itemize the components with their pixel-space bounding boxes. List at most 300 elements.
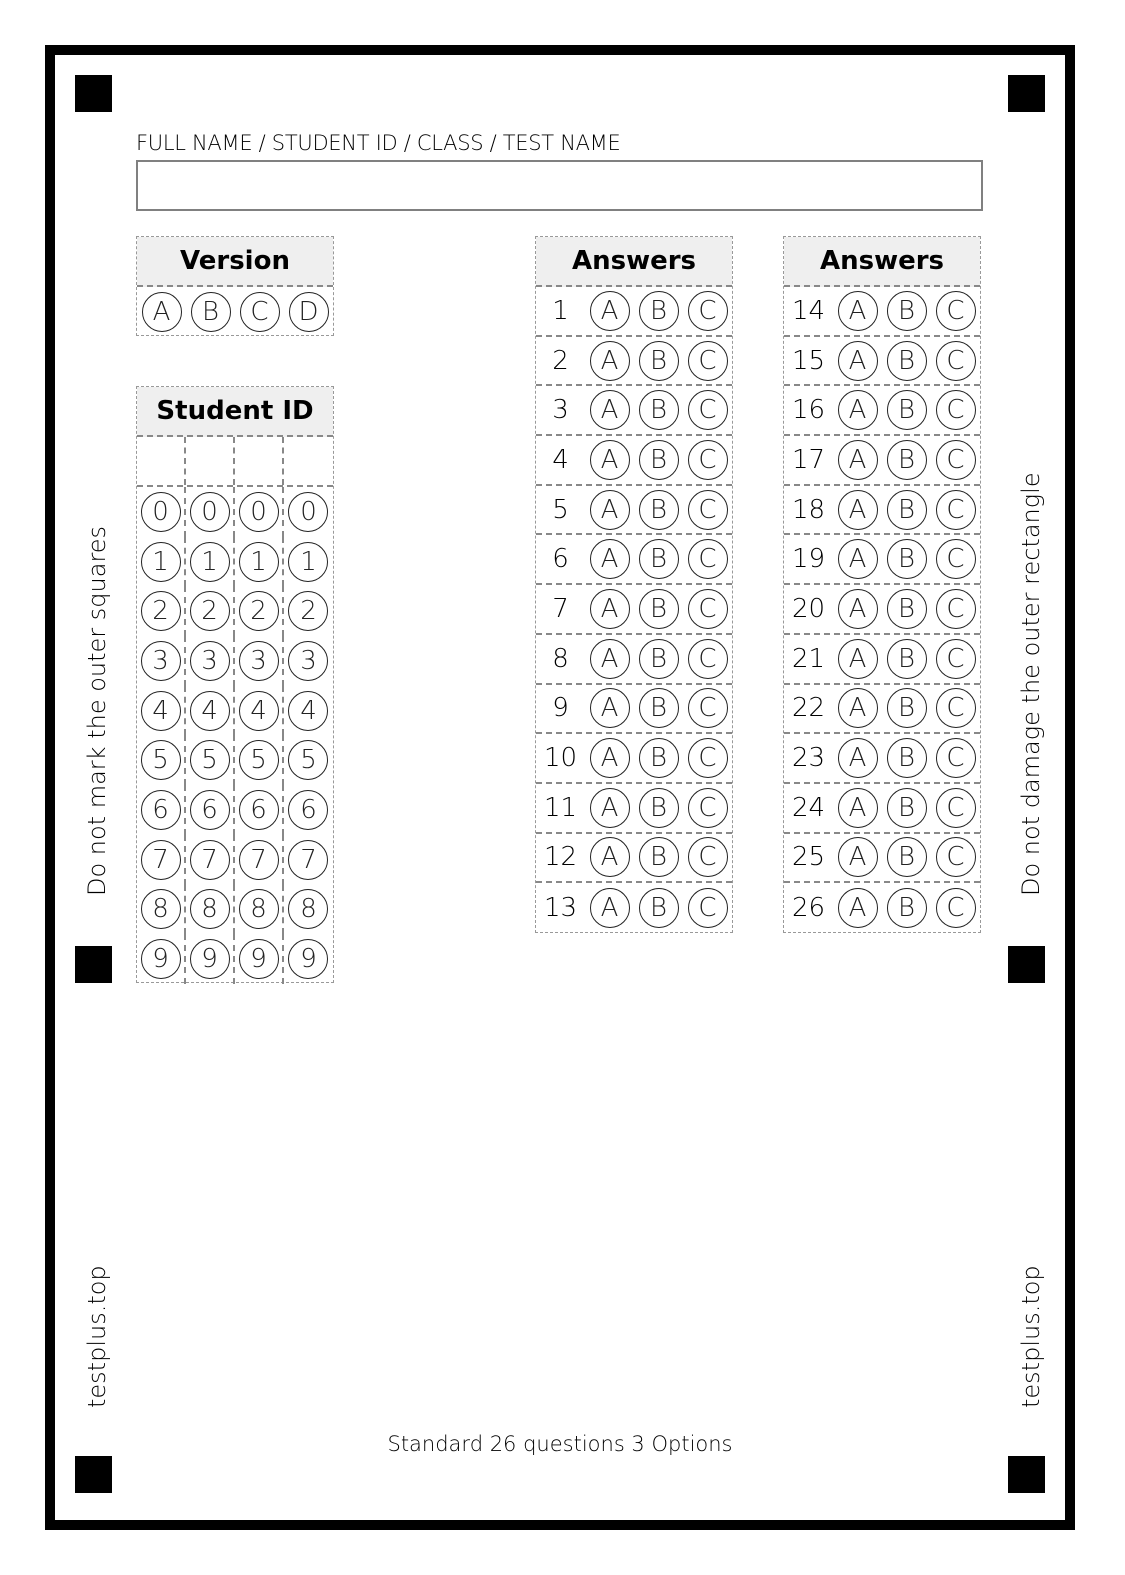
question-number: 24 xyxy=(791,792,826,823)
question-row xyxy=(536,883,732,933)
bubble-cell xyxy=(634,834,683,882)
brand-left: testplus.top xyxy=(83,1265,111,1408)
answer-bubble-c[interactable]: C xyxy=(688,888,728,928)
answer-bubble-c[interactable]: C xyxy=(688,738,728,778)
student-id-write-box[interactable] xyxy=(284,437,333,485)
student-id-write-box[interactable] xyxy=(186,437,235,485)
bubble-cell xyxy=(833,734,882,782)
student-id-bubble[interactable]: 7 xyxy=(190,840,230,880)
student-id-digit-row xyxy=(137,934,333,984)
student-id-bubble[interactable]: 5 xyxy=(239,740,279,780)
question-number: 22 xyxy=(791,693,826,724)
question-row xyxy=(784,436,980,486)
answer-bubble-c[interactable]: C xyxy=(688,490,728,530)
student-id-bubble[interactable]: 2 xyxy=(288,591,328,631)
student-id-write-box[interactable] xyxy=(137,437,186,485)
question-number: 25 xyxy=(791,842,826,873)
student-id-bubble[interactable]: 2 xyxy=(190,591,230,631)
answer-bubble-c[interactable]: C xyxy=(936,788,976,828)
student-id-bubble[interactable]: 4 xyxy=(141,691,181,731)
question-row xyxy=(536,585,732,635)
answer-bubble-a[interactable]: A xyxy=(590,390,630,430)
question-number: 8 xyxy=(552,643,569,674)
question-row xyxy=(536,784,732,834)
answer-bubble-a[interactable]: A xyxy=(838,788,878,828)
bubble-cell xyxy=(186,537,235,587)
answer-bubble-b[interactable]: B xyxy=(887,738,927,778)
student-id-bubble[interactable]: 9 xyxy=(288,939,328,979)
question-number: 4 xyxy=(552,444,569,475)
bubble-cell xyxy=(137,287,186,337)
question-row xyxy=(784,635,980,685)
bubble-cell xyxy=(186,636,235,686)
bubble-cell xyxy=(137,735,186,785)
question-number: 23 xyxy=(791,743,826,774)
bubble-cell xyxy=(634,436,683,484)
question-row xyxy=(784,585,980,635)
bubble-cell xyxy=(137,934,186,984)
question-row xyxy=(784,883,980,933)
student-id-bubble[interactable]: 7 xyxy=(141,840,181,880)
bubble-cell xyxy=(833,784,882,832)
version-title: Version xyxy=(137,237,333,287)
answer-bubble-b[interactable]: B xyxy=(887,837,927,877)
question-row xyxy=(536,287,732,337)
answers-section-1 xyxy=(535,236,733,933)
bubble-cell xyxy=(235,885,284,935)
student-id-digit-row xyxy=(137,785,333,835)
instruction-left: Do not mark the outer squares xyxy=(83,525,111,896)
answer-bubble-c[interactable]: C xyxy=(688,341,728,381)
bubble-cell xyxy=(585,784,634,832)
bubble-cell xyxy=(284,586,333,636)
question-number: 26 xyxy=(791,893,826,924)
bubble-cell xyxy=(284,835,333,885)
question-number: 21 xyxy=(791,643,826,674)
student-id-bubble[interactable]: 1 xyxy=(239,542,279,582)
question-number: 20 xyxy=(791,593,826,624)
version-bubble-d[interactable]: D xyxy=(289,292,329,332)
answer-bubble-b[interactable]: B xyxy=(887,788,927,828)
answer-bubble-c[interactable]: C xyxy=(688,688,728,728)
question-number: 14 xyxy=(791,295,826,326)
bubble-cell xyxy=(137,885,186,935)
question-row xyxy=(536,337,732,387)
bubble-cell xyxy=(833,486,882,534)
answers-title: Answers xyxy=(536,237,732,287)
student-id-bubble[interactable]: 6 xyxy=(141,790,181,830)
answer-bubble-a[interactable]: A xyxy=(590,639,630,679)
answer-bubble-b[interactable]: B xyxy=(887,440,927,480)
question-row xyxy=(536,685,732,735)
answer-bubble-a[interactable]: A xyxy=(838,688,878,728)
student-id-bubble[interactable]: 7 xyxy=(239,840,279,880)
name-field-label: FULL NAME / STUDENT ID / CLASS / TEST NAME xyxy=(136,131,621,155)
bubble-cell xyxy=(137,835,186,885)
bubble-cell xyxy=(585,436,634,484)
bubble-cell xyxy=(634,635,683,683)
bubble-cell xyxy=(284,785,333,835)
answer-bubble-b[interactable]: B xyxy=(639,490,679,530)
answer-bubble-c[interactable]: C xyxy=(936,390,976,430)
bubble-cell xyxy=(931,585,980,633)
student-id-bubble[interactable]: 4 xyxy=(288,691,328,731)
student-id-bubble[interactable]: 2 xyxy=(239,591,279,631)
answer-bubble-b[interactable]: B xyxy=(887,589,927,629)
student-id-bubble[interactable]: 0 xyxy=(190,492,230,532)
student-id-bubble[interactable]: 0 xyxy=(141,492,181,532)
student-id-write-box[interactable] xyxy=(235,437,284,485)
answer-bubble-b[interactable]: B xyxy=(887,639,927,679)
question-number: 19 xyxy=(791,544,826,575)
answers-rows xyxy=(536,287,732,933)
bubble-cell xyxy=(833,287,882,335)
bubble-cell xyxy=(585,734,634,782)
bubble-cell xyxy=(634,585,683,633)
answer-bubble-a[interactable]: A xyxy=(590,888,630,928)
student-id-bubble[interactable]: 6 xyxy=(288,790,328,830)
answer-bubble-a[interactable]: A xyxy=(838,490,878,530)
bubble-cell xyxy=(833,386,882,434)
bubble-cell xyxy=(882,834,931,882)
student-id-bubble[interactable]: 9 xyxy=(239,939,279,979)
bubble-cell xyxy=(284,636,333,686)
student-id-bubble[interactable]: 3 xyxy=(190,641,230,681)
student-id-bubble[interactable]: 9 xyxy=(141,939,181,979)
bubble-cell xyxy=(931,386,980,434)
bubble-cell xyxy=(585,635,634,683)
answer-bubble-c[interactable]: C xyxy=(936,341,976,381)
bubble-cell xyxy=(235,636,284,686)
bubble-cell xyxy=(634,685,683,733)
answer-bubble-c[interactable]: C xyxy=(936,888,976,928)
version-section xyxy=(136,236,334,336)
bubble-cell xyxy=(833,535,882,583)
answer-bubble-a[interactable]: A xyxy=(838,738,878,778)
student-id-digit-row xyxy=(137,885,333,935)
bubble-cell xyxy=(235,934,284,984)
bubble-cell xyxy=(931,834,980,882)
answer-bubble-b[interactable]: B xyxy=(639,291,679,331)
answer-bubble-c[interactable]: C xyxy=(688,837,728,877)
question-number: 15 xyxy=(791,345,826,376)
student-id-digit-row xyxy=(137,636,333,686)
question-row xyxy=(784,287,980,337)
student-id-bubble[interactable]: 1 xyxy=(288,542,328,582)
answer-bubble-c[interactable]: C xyxy=(688,390,728,430)
bubble-cell xyxy=(833,685,882,733)
student-id-bubble[interactable]: 3 xyxy=(239,641,279,681)
version-bubble-a[interactable]: A xyxy=(142,292,182,332)
bubble-cell xyxy=(833,337,882,385)
student-id-bubble[interactable]: 5 xyxy=(141,740,181,780)
student-id-digit-grid xyxy=(137,487,333,984)
student-id-bubble[interactable]: 9 xyxy=(190,939,230,979)
answers-rows xyxy=(784,287,980,933)
bubble-cell xyxy=(931,436,980,484)
answers-title: Answers xyxy=(784,237,980,287)
bubble-cell xyxy=(284,735,333,785)
student-id-bubble[interactable]: 6 xyxy=(239,790,279,830)
answer-bubble-b[interactable]: B xyxy=(639,539,679,579)
bubble-cell xyxy=(683,535,732,583)
question-number: 17 xyxy=(791,444,826,475)
student-id-bubble[interactable]: 1 xyxy=(141,542,181,582)
bubble-cell xyxy=(137,686,186,736)
question-number: 7 xyxy=(552,593,569,624)
student-id-bubble[interactable]: 3 xyxy=(141,641,181,681)
answer-bubble-a[interactable]: A xyxy=(838,440,878,480)
bubble-cell xyxy=(683,883,732,933)
answer-bubble-c[interactable]: C xyxy=(688,788,728,828)
bubble-cell xyxy=(931,883,980,933)
student-id-bubble[interactable]: 4 xyxy=(239,691,279,731)
bubble-cell xyxy=(137,636,186,686)
question-row xyxy=(536,635,732,685)
question-row xyxy=(536,535,732,585)
bubble-cell xyxy=(683,585,732,633)
bubble-cell xyxy=(882,287,931,335)
bubble-cell xyxy=(683,834,732,882)
bubble-cell xyxy=(833,883,882,933)
name-field[interactable] xyxy=(136,160,983,211)
answer-bubble-b[interactable]: B xyxy=(887,490,927,530)
bubble-cell xyxy=(882,734,931,782)
answer-bubble-b[interactable]: B xyxy=(887,390,927,430)
question-row xyxy=(784,386,980,436)
answer-bubble-b[interactable]: B xyxy=(639,390,679,430)
bubble-cell xyxy=(634,535,683,583)
answer-bubble-a[interactable]: A xyxy=(838,639,878,679)
bubble-cell xyxy=(882,585,931,633)
answer-bubble-a[interactable]: A xyxy=(838,539,878,579)
bubble-cell xyxy=(931,287,980,335)
bubble-cell xyxy=(137,487,186,537)
student-id-bubble[interactable]: 8 xyxy=(141,889,181,929)
bubble-cell xyxy=(235,785,284,835)
student-id-bubble[interactable]: 7 xyxy=(288,840,328,880)
bubble-cell xyxy=(235,287,284,337)
bubble-cell xyxy=(833,436,882,484)
corner-marker-top-left xyxy=(75,75,112,112)
answer-bubble-c[interactable]: C xyxy=(688,291,728,331)
corner-marker-middle-right xyxy=(1008,946,1045,983)
answer-bubble-c[interactable]: C xyxy=(936,539,976,579)
bubble-cell xyxy=(186,785,235,835)
answer-bubble-a[interactable]: A xyxy=(590,539,630,579)
bubble-cell xyxy=(882,535,931,583)
answer-bubble-c[interactable]: C xyxy=(936,837,976,877)
answers-section-2 xyxy=(783,236,981,933)
bubble-cell xyxy=(284,686,333,736)
student-id-write-row xyxy=(137,437,333,487)
bubble-cell xyxy=(186,487,235,537)
bubble-cell xyxy=(931,635,980,683)
bubble-cell xyxy=(137,785,186,835)
answer-bubble-a[interactable]: A xyxy=(590,440,630,480)
answer-bubble-a[interactable]: A xyxy=(838,888,878,928)
answer-bubble-a[interactable]: A xyxy=(838,390,878,430)
question-number: 18 xyxy=(791,494,826,525)
bubble-cell xyxy=(683,386,732,434)
answer-bubble-c[interactable]: C xyxy=(936,490,976,530)
bubble-cell xyxy=(634,337,683,385)
student-id-bubble[interactable]: 0 xyxy=(288,492,328,532)
bubble-cell xyxy=(882,883,931,933)
question-number: 12 xyxy=(543,842,578,873)
answer-bubble-c[interactable]: C xyxy=(936,738,976,778)
answer-bubble-b[interactable]: B xyxy=(639,341,679,381)
bubble-cell xyxy=(683,734,732,782)
version-bubble-c[interactable]: C xyxy=(240,292,280,332)
answer-bubble-b[interactable]: B xyxy=(887,539,927,579)
answer-bubble-a[interactable]: A xyxy=(838,291,878,331)
student-id-digit-row xyxy=(137,735,333,785)
answer-bubble-a[interactable]: A xyxy=(838,341,878,381)
question-number: 9 xyxy=(552,693,569,724)
question-row xyxy=(536,436,732,486)
student-id-bubble[interactable]: 6 xyxy=(190,790,230,830)
student-id-bubble[interactable]: 5 xyxy=(288,740,328,780)
student-id-digit-row xyxy=(137,586,333,636)
answer-bubble-b[interactable]: B xyxy=(639,788,679,828)
answer-bubble-c[interactable]: C xyxy=(688,589,728,629)
answer-bubble-c[interactable]: C xyxy=(936,440,976,480)
student-id-bubble[interactable]: 0 xyxy=(239,492,279,532)
bubble-cell xyxy=(235,586,284,636)
bubble-cell xyxy=(585,883,634,933)
question-row xyxy=(536,734,732,784)
bubble-cell xyxy=(585,535,634,583)
corner-marker-middle-left xyxy=(75,946,112,983)
bubble-cell xyxy=(186,885,235,935)
bubble-cell xyxy=(683,436,732,484)
answer-bubble-a[interactable]: A xyxy=(838,837,878,877)
student-id-bubble[interactable]: 1 xyxy=(190,542,230,582)
bubble-cell xyxy=(683,784,732,832)
bubble-cell xyxy=(634,734,683,782)
bubble-cell xyxy=(585,337,634,385)
student-id-bubble[interactable]: 3 xyxy=(288,641,328,681)
question-number: 16 xyxy=(791,395,826,426)
bubble-cell xyxy=(235,487,284,537)
question-row xyxy=(784,834,980,884)
answer-bubble-a[interactable]: A xyxy=(590,490,630,530)
version-bubble-b[interactable]: B xyxy=(191,292,231,332)
bubble-cell xyxy=(931,685,980,733)
question-row xyxy=(784,784,980,834)
question-row xyxy=(784,685,980,735)
question-row xyxy=(536,486,732,536)
answer-bubble-c[interactable]: C xyxy=(936,589,976,629)
question-number: 13 xyxy=(543,893,578,924)
bubble-cell xyxy=(634,784,683,832)
bubble-cell xyxy=(931,535,980,583)
bubble-cell xyxy=(186,735,235,785)
bubble-cell xyxy=(882,784,931,832)
answer-bubble-a[interactable]: A xyxy=(590,738,630,778)
question-row xyxy=(784,337,980,387)
bubble-cell xyxy=(235,735,284,785)
student-id-bubble[interactable]: 2 xyxy=(141,591,181,631)
answer-bubble-b[interactable]: B xyxy=(887,291,927,331)
bubble-cell xyxy=(137,586,186,636)
answer-bubble-b[interactable]: B xyxy=(639,738,679,778)
bubble-cell xyxy=(931,486,980,534)
bubble-cell xyxy=(137,537,186,587)
answer-bubble-b[interactable]: B xyxy=(887,888,927,928)
bubble-cell xyxy=(284,487,333,537)
bubble-cell xyxy=(284,537,333,587)
student-id-bubble[interactable]: 4 xyxy=(190,691,230,731)
bubble-cell xyxy=(931,337,980,385)
answer-bubble-a[interactable]: A xyxy=(838,589,878,629)
bubble-cell xyxy=(235,537,284,587)
corner-marker-bottom-left xyxy=(75,1456,112,1493)
student-id-bubble[interactable]: 8 xyxy=(239,889,279,929)
answer-bubble-c[interactable]: C xyxy=(688,440,728,480)
bubble-cell xyxy=(882,486,931,534)
bubble-cell xyxy=(235,835,284,885)
answer-bubble-a[interactable]: A xyxy=(590,589,630,629)
bubble-cell xyxy=(683,337,732,385)
answer-bubble-c[interactable]: C xyxy=(688,539,728,579)
question-number: 3 xyxy=(552,395,569,426)
answer-bubble-b[interactable]: B xyxy=(639,888,679,928)
bubble-cell xyxy=(882,685,931,733)
form-footer: Standard 26 questions 3 Options xyxy=(387,1432,733,1456)
bubble-cell xyxy=(931,734,980,782)
bubble-cell xyxy=(931,784,980,832)
bubble-cell xyxy=(186,287,235,337)
answer-bubble-c[interactable]: C xyxy=(936,688,976,728)
answer-bubble-b[interactable]: B xyxy=(639,837,679,877)
question-row xyxy=(536,834,732,884)
question-row xyxy=(784,486,980,536)
answer-bubble-a[interactable]: A xyxy=(590,341,630,381)
bubble-cell xyxy=(833,635,882,683)
answer-bubble-b[interactable]: B xyxy=(639,688,679,728)
answer-bubble-b[interactable]: B xyxy=(887,688,927,728)
bubble-cell xyxy=(882,337,931,385)
bubble-cell xyxy=(833,834,882,882)
answer-bubble-c[interactable]: C xyxy=(936,639,976,679)
question-number: 1 xyxy=(552,295,569,326)
answer-bubble-a[interactable]: A xyxy=(590,291,630,331)
student-id-bubble[interactable]: 8 xyxy=(288,889,328,929)
answer-bubble-a[interactable]: A xyxy=(590,688,630,728)
student-id-bubble[interactable]: 8 xyxy=(190,889,230,929)
question-row xyxy=(784,535,980,585)
bubble-cell xyxy=(882,436,931,484)
answer-bubble-a[interactable]: A xyxy=(590,788,630,828)
bubble-cell xyxy=(683,486,732,534)
bubble-cell xyxy=(634,386,683,434)
student-id-digit-row xyxy=(137,537,333,587)
answer-bubble-b[interactable]: B xyxy=(639,440,679,480)
answer-bubble-a[interactable]: A xyxy=(590,837,630,877)
bubble-cell xyxy=(683,685,732,733)
student-id-bubble[interactable]: 5 xyxy=(190,740,230,780)
answer-bubble-b[interactable]: B xyxy=(639,589,679,629)
answer-bubble-b[interactable]: B xyxy=(639,639,679,679)
question-number: 5 xyxy=(552,494,569,525)
student-id-section xyxy=(136,386,334,983)
answer-bubble-c[interactable]: C xyxy=(936,291,976,331)
answer-bubble-b[interactable]: B xyxy=(887,341,927,381)
answer-bubble-c[interactable]: C xyxy=(688,639,728,679)
bubble-cell xyxy=(683,635,732,683)
